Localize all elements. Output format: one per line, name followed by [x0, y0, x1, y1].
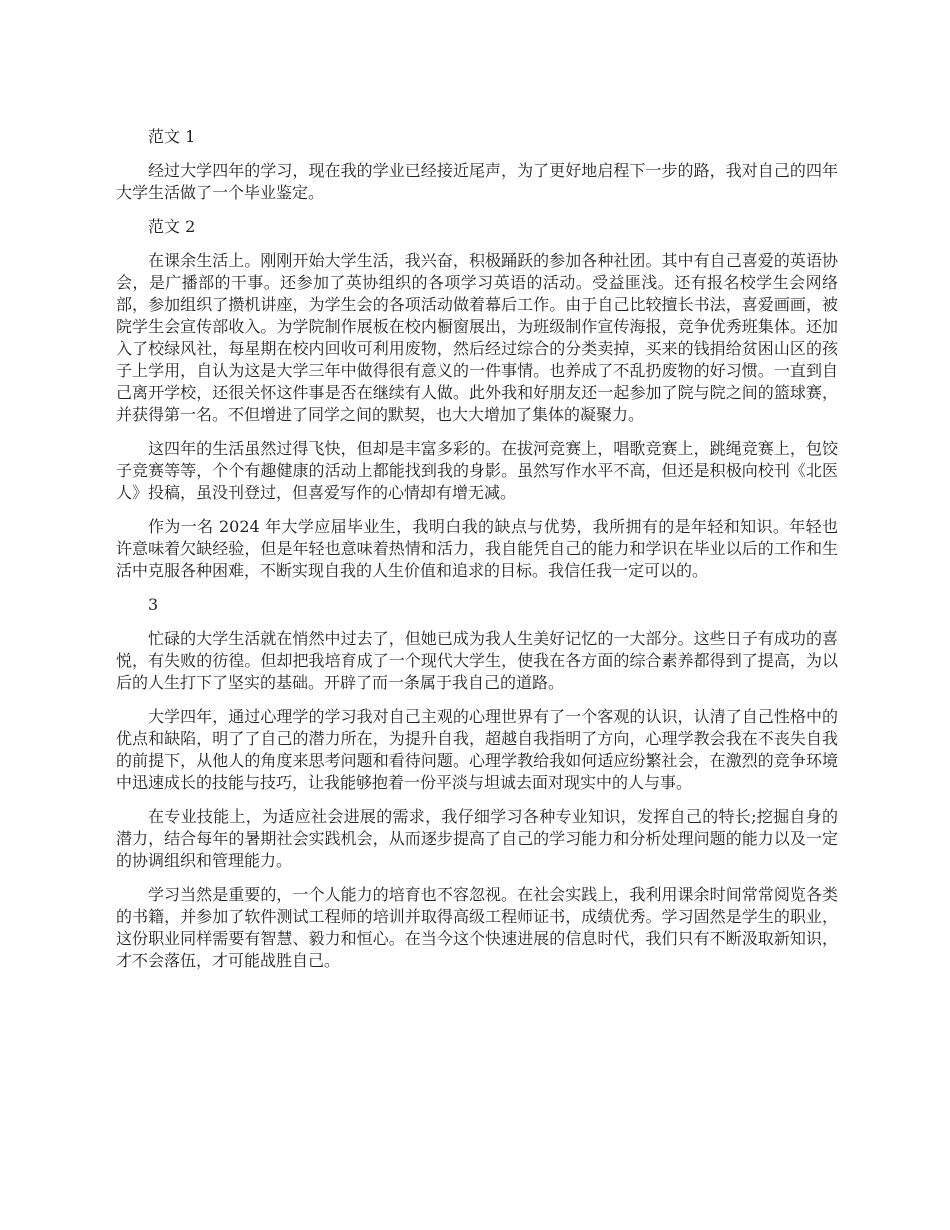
section-heading-fanwen-2: 范文 2 — [148, 217, 196, 236]
paragraph: 在专业技能上，为适应社会进展的需求，我仔细学习各种专业知识，发挥自己的特长;挖掘自身的潜力，结合每年的暑期社会实践机会，从而逐步提高了自己的学习能力和分析处理问题的能力以及一定的协调组织和管理能力。 — [116, 807, 838, 870]
section-heading-3: 3 — [148, 595, 159, 614]
paragraph: 作为一名 2024 年大学应届毕业生，我明白我的缺点与优势，我所拥有的是年轻和知识。年轻也许意味着欠缺经验，但是年轻也意味着热情和活力，我自能凭自己的能力和学识在毕业以后的工作和生活中克服各种困难，不断实现自我的人生价值和追求的目标。我信任我一定可以的。 — [116, 517, 838, 580]
paragraph: 大学四年，通过心理学的学习我对自己主观的心理世界有了一个客观的认识，认清了自己性格中的优点和缺陷，明了了自己的潜力所在，为提升自我，超越自我指明了方向，心理学教会我在不丧失自我的前提下，从他人的角度来思考问题和看待问题。心理学教给我如何适应纷繁社会，在激烈的竞争环境中迅速成长的技能与技巧，让我能够抱着一份平淡与坦诚去面对现实中的人与事。 — [116, 707, 838, 792]
paragraph: 忙碌的大学生活就在悄然中过去了，但她已成为我人生美好记忆的一大部分。这些日子有成功的喜悦，有失败的彷徨。但却把我培育成了一个现代大学生，使我在各方面的综合素养都得到了提高，为以后的人生打下了坚实的基础。开辟了而一条属于我自己的道路。 — [116, 629, 838, 692]
paragraph: 在课余生活上。刚刚开始大学生活，我兴奋，积极踊跃的参加各种社团。其中有自己喜爱的英语协会，是广播部的干事。还参加了英协组织的各项学习英语的活动。受益匪浅。还有报名校学生会网络部，参加组织了攒机讲座，为学生会的各项活动做着幕后工作。由于自己比较擅长书法，喜爱画画，被院学生会宣传部收入。为学院制作展板在校内橱窗展出，为班级制作宣传海报，竞争优秀班集体。还加入了校绿风社，每星期在校内回收可利用废物，然后经过综合的分类卖掉，买来的钱捐给贫困山区的孩子上学用，自认为这是大学三年中做得很有意义的一件事情。也养成了不乱扔废物的好习惯。一直到自己离开学校，还很关怀这件事是否在继续有人做。此外我和好朋友还一起参加了院与院之间的篮球赛，并获得第一名。不但增进了同学之间的默契，也大大增加了集体的凝聚力。 — [116, 251, 838, 424]
section-heading-fanwen-1: 范文 1 — [148, 127, 196, 146]
paragraph: 学习当然是重要的，一个人能力的培育也不容忽视。在社会实践上，我利用课余时间常常阅览各类的书籍，并参加了软件测试工程师的培训并取得高级工程师证书，成绩优秀。学习固然是学生的职业，这份职业同样需要有智慧、毅力和恒心。在当今这个快速进展的信息时代，我们只有不断汲取新知识，才不会落伍，才可能战胜自己。 — [116, 885, 838, 970]
paragraph: 经过大学四年的学习，现在我的学业已经接近尾声，为了更好地启程下一步的路，我对自己的四年大学生活做了一个毕业鉴定。 — [116, 161, 838, 202]
paragraph: 这四年的生活虽然过得飞快，但却是丰富多彩的。在拔河竞赛上，唱歌竞赛上，跳绳竞赛上，包饺子竞赛等等，个个有趣健康的活动上都能找到我的身影。虽然写作水平不高，但还是积极向校刊《北医人》投稿，虽没刊登过，但喜爱写作的心情却有增无减。 — [116, 439, 838, 502]
document-body — [116, 126, 838, 984]
